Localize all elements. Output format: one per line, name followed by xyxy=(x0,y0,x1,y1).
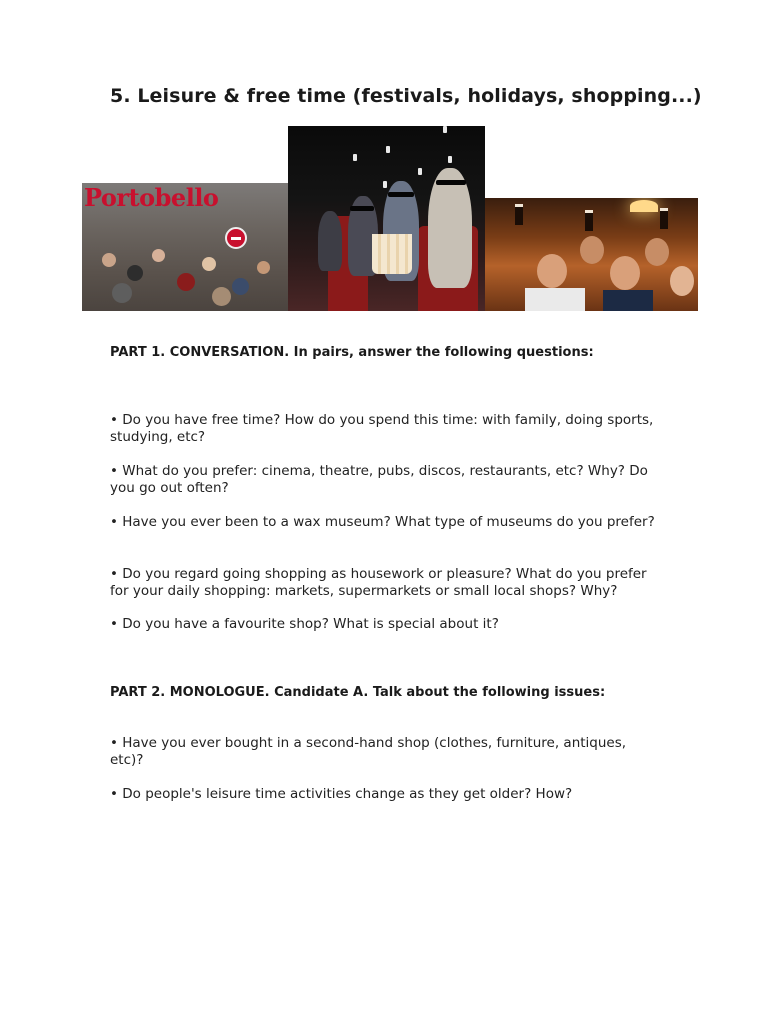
3d-glasses-icon xyxy=(436,180,466,185)
audience-member xyxy=(318,211,342,271)
3d-glasses-icon xyxy=(388,192,414,197)
cheering-person xyxy=(645,238,669,266)
pub-photo xyxy=(485,198,698,311)
crowd-figure xyxy=(112,283,132,303)
crowd-figure xyxy=(177,273,195,291)
ceiling-lamp xyxy=(630,200,658,212)
crowd-figure xyxy=(257,261,270,274)
audience-member xyxy=(428,168,472,288)
part1-question: • Do you have free time? How do you spend this time: with family, doing sports, studying, etc? xyxy=(110,412,654,445)
pint-glass-icon xyxy=(515,204,523,225)
part2-heading: PART 2. MONOLOGUE. Candidate A. Talk about the following issues: xyxy=(110,685,606,700)
market-photo xyxy=(82,183,288,311)
part1-question: • Do you have a favourite shop? What is special about it? xyxy=(110,616,499,632)
part1-question: • What do you prefer: cinema, theatre, pubs, discos, restaurants, etc? Why? Do you go out often? xyxy=(110,463,648,496)
ceiling-light xyxy=(443,126,447,133)
part2-question: • Do people's leisure time activities change as they get older? How? xyxy=(110,786,573,802)
pint-glass-icon xyxy=(585,210,593,231)
part1-question: • Have you ever been to a wax museum? What type of museums do you prefer? xyxy=(110,514,655,530)
market-sign: Portobello xyxy=(84,183,219,212)
part1-heading: PART 1. CONVERSATION. In pairs, answer the following questions: xyxy=(110,345,594,360)
crowd-figure xyxy=(232,278,249,295)
crowd-figure xyxy=(102,253,116,267)
ceiling-light xyxy=(386,146,390,153)
ceiling-light xyxy=(418,168,422,175)
part1-question: • Do you regard going shopping as housework or pleasure? What do you prefer for your daily shopping: markets, supermarkets or small local shops? Why? xyxy=(110,566,647,599)
page-title: 5. Leisure & free time (festivals, holidays, shopping...) xyxy=(110,85,702,107)
white-shirt xyxy=(525,288,585,311)
part2-question: • Have you ever bought in a second-hand shop (clothes, furniture, antiques, etc)? xyxy=(110,735,627,768)
cheering-person xyxy=(580,236,604,264)
cinema-photo xyxy=(288,126,485,311)
crowd-figure xyxy=(152,249,165,262)
ceiling-light xyxy=(448,156,452,163)
pint-glass-icon xyxy=(660,208,668,229)
cheering-person xyxy=(537,254,567,288)
ceiling-light xyxy=(383,181,387,188)
cheering-person xyxy=(610,256,640,290)
no-entry-sign-icon xyxy=(225,227,247,249)
cheering-person xyxy=(670,266,694,296)
3d-glasses-icon xyxy=(350,206,374,211)
popcorn-bucket xyxy=(372,234,412,274)
crowd-figure xyxy=(202,257,216,271)
ceiling-light xyxy=(353,154,357,161)
crowd-figure xyxy=(212,287,231,306)
crowd-figure xyxy=(127,265,143,281)
dark-shirt xyxy=(603,290,653,311)
